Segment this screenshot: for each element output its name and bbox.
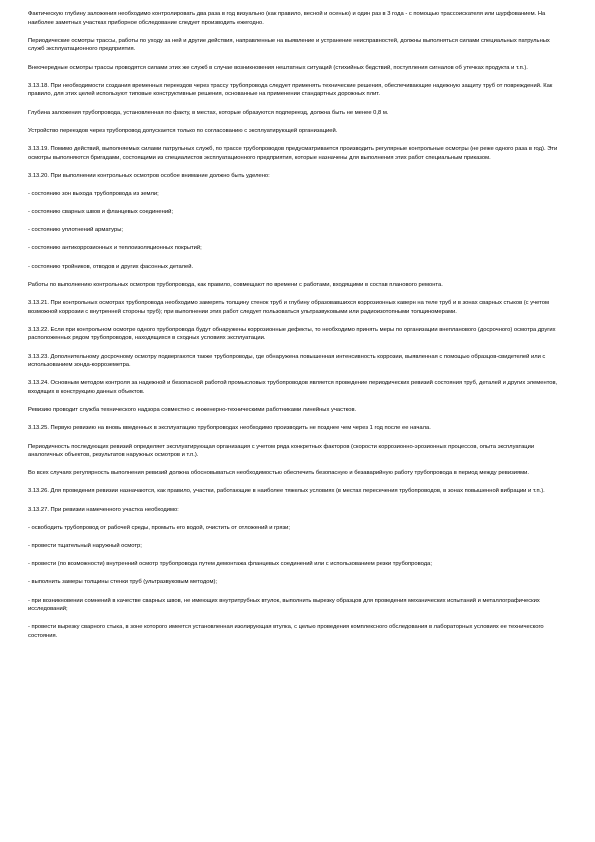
paragraph-revision-service: Ревизию проводит служба технического надзора совместно с инженерно-техническими работниками линейных участков.: [28, 407, 357, 414]
paragraph-revision-regularity: Во всех случаях регулярность выполнения ревизий должна обосновываться необходимостью обеспечить безопасную и безаварийную работу трубопровода в период между ревизиями.: [28, 470, 529, 477]
paragraph-crossing-approval: Устройство переездов через трубопровод допускается только по согласованию с эксплуатирующей организацией.: [28, 127, 338, 134]
paragraph-3-13-22: 3.13.22. Если при контрольном осмотре одного трубопровода будут обнаружены коррозионные дефекты, то необходимо принять меры по организации внепланового (досрочного) осмотра других расположенных рядом трубопроводов, находящихся в сходных условиях эксплуатации.: [28, 326, 556, 342]
list-item-coatings: - состоянию антикоррозионных и теплоизоляционных покрытий;: [28, 245, 202, 252]
list-item-wall-thickness: - выполнить замеры толщины стенки труб (ультразвуковым методом);: [28, 579, 217, 586]
paragraph-3-13-19: 3.13.19. Помимо действий, выполняемых силами патрульных служб, по трассе трубопроводов предусматривается производить регулярные контрольные осмотры (не реже одного раза в год). Эти осмотры выполняются бригадами, состоящими из специалистов эксплуатационного предприятия, которые назначены для выполнения этих работ специальным приказом.: [28, 145, 558, 161]
paragraph-3-13-26: 3.13.26. Для проведения ревизии назначаются, как правило, участки, работающие в наиболее тяжелых условиях (в местах пересечения трубопроводов, в зонах повышенной вибрации и т.п.).: [28, 488, 545, 495]
paragraph-3-13-23: 3.13.23. Дополнительному досрочному осмотру подвергаются также трубопроводы, где обнаружена повышенная интенсивность коррозии, выявленная с помощью образцов-свидетелей или с использованием зонда-корроземетра.: [28, 353, 546, 369]
paragraph-inspection-depth: Фактическую глубину заложения необходимо контролировать два раза в год визуально (как правило, весной и осенью) и один раз в 3 года - с помощью трассоискателя или шурфованием. На наиболее заметных участках приборное обследование следует производить ежегодно.: [28, 11, 546, 26]
paragraph-planned-repair: Работы по выполнению контрольных осмотров трубопровода, как правило, совмещают по времени с работами, входящими в состав планового ремонта.: [28, 281, 443, 288]
list-item-exit-zones: - состоянию зон выхода трубопровода из земли;: [28, 190, 159, 197]
paragraph-3-13-24: 3.13.24. Основным методом контроля за надежной и безопасной работой промысловых трубопроводов является проведение периодических ревизий состояния труб, деталей и других элементов, входящих в конструкцию данных объектов.: [28, 380, 558, 395]
list-item-internal-inspection: - провести (по возможности) внутренний осмотр трубопровода путем демонтажа фланцевых соединений или с использованием резки трубопровода;: [28, 561, 432, 568]
list-item-welds-flanges: - состоянию сварных швов и фланцевых соединений;: [28, 209, 173, 216]
list-item-valve-seals: - состоянию уплотнений арматуры;: [28, 227, 124, 234]
paragraph-3-13-18: 3.13.18. При необходимости создания временных переездов через трассу трубопровода следует применять технические решения, обеспечивающие надежную защиту труб от повреждений. Как правило, для этих целей используют типовые конструктивные решения, основанные на применении стандартных дорожных плит.: [28, 82, 553, 98]
paragraph-3-13-25: 3.13.25. Первую ревизию на вновь введенных в эксплуатацию трубопроводах необходимо производить не позднее чем через 1 год после ее начала.: [28, 425, 431, 432]
list-item-fittings: - состоянию тройников, отводов и других фасонных деталей.: [28, 263, 194, 270]
list-item-joint-cutout: - провести вырезку сварного стыка, в зоне которого имеется установленная изолирующая втулка, с целью проведения комплексного обследования в лабораторных условиях ее технического состояния.: [28, 624, 544, 639]
list-item-external-inspection: - провести тщательный наружный осмотр;: [28, 543, 142, 550]
paragraph-patrol-service: Периодические осмотры трассы, работы по уходу за ней и другие действия, направленные на выявление и устранение неисправностей, должны выполняться силами специальных патрульных служб эксплуатационного предприятия.: [28, 37, 550, 53]
paragraph-extraordinary-inspections: Внеочередные осмотры трассы проводятся силами этих же служб в случае возникновения нештатных ситуаций (стихийных бедствий, поступления сигналов об утечках продукта и т.п.).: [28, 64, 528, 71]
document-page: [28, 10, 566, 650]
paragraph-depth-crossing: Глубина заложения трубопровода, установленная по факту, в местах, которые образуются подпереезд, должна быть не менее 0,8 м.: [28, 109, 389, 116]
paragraph-3-13-20: 3.13.20. При выполнении контрольных осмотров особое внимание должно быть уделено:: [28, 172, 270, 179]
paragraph-3-13-21: 3.13.21. При контрольных осмотрах трубопровода необходимо замерять толщину стенок труб и глубину образовавшихся коррозионных каверн на теле труб и в зонах сварных стыков (с учетом возможной коррозии с внутренней стороны труб); при выполнении этих работ следует пользоваться ультразвуковыми или радиоизотопными толщиномерами.: [28, 300, 549, 315]
list-item-flush-pipeline: - освободить трубопровод от рабочей среды, промыть его водой, очистить от отложений и грязи;: [28, 524, 290, 531]
list-item-weld-samples: - при возникновении сомнений в качестве сварных швов, не имеющих внутритрубных втулок, выполнить вырезку образцов для проведения механических испытаний и металлографических исследований;: [28, 597, 540, 613]
paragraph-revision-periodicity: Периодичность последующих ревизий определяет эксплуатирующая организация с учетом ряда конкретных факторов (скорости коррозионно-эрозионных процессов, опыта эксплуатации аналогичных объектов, результатов наружных осмотров и т.п.).: [28, 443, 535, 459]
paragraph-3-13-27: 3.13.27. При ревизии намеченного участка необходимо:: [28, 506, 179, 513]
